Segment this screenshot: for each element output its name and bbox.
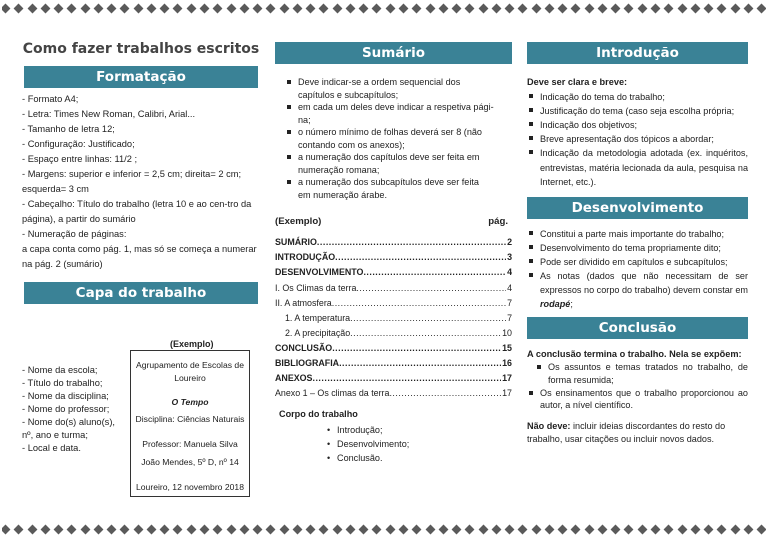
diamond-ornament (651, 3, 661, 13)
diamond-ornament (412, 3, 422, 13)
diamond-ornament (306, 524, 316, 534)
diamond-ornament (239, 524, 249, 534)
diamond-ornament (2, 524, 10, 534)
toc-entry-title: BIBLIOGRAFIA (275, 358, 340, 369)
diamond-ornament (571, 3, 581, 13)
toc-header (275, 215, 512, 229)
list-item: Pode ser dividido em capítulos e subcapítulos; (527, 255, 748, 269)
list-item: - Espaço entre linhas: 11/2 ; (22, 152, 260, 167)
diamond-ornament (332, 524, 342, 534)
diamond-ornament (438, 524, 448, 534)
conclusao-warning (527, 420, 748, 446)
diamond-ornament (2, 3, 10, 13)
conclusao-lead: A conclusão termina o trabalho. Nela se expõem: (527, 349, 742, 360)
diamond-ornament (27, 524, 37, 534)
formatacao-list (22, 92, 260, 273)
diamond-ornament (319, 524, 329, 534)
diamond-ornament (704, 524, 714, 534)
toc-leader-dots (312, 371, 501, 386)
diamond-ornament (173, 3, 183, 13)
top-border (2, 2, 766, 14)
toc-leader-dots (335, 250, 506, 265)
diamond-ornament (544, 524, 554, 534)
diamond-ornament (598, 3, 608, 13)
diamond-ornament (730, 3, 740, 13)
toc-entry-title: 2. A precipitação (285, 327, 351, 338)
diamond-ornament (40, 3, 50, 13)
capa-discipline: Disciplina: Ciências Naturais (135, 413, 245, 424)
toc-entry-page: 16 (502, 358, 512, 369)
list-item: Desenvolvimento do tema propriamente dito; (527, 241, 748, 255)
diamond-ornament (292, 3, 302, 13)
toc-entry-title: 1. A temperatura (285, 312, 351, 323)
corpo-list (327, 423, 512, 465)
toc-entry-page: 17 (502, 388, 512, 399)
diamond-ornament (743, 524, 753, 534)
diamond-ornament (266, 524, 276, 534)
section-heading-introducao: Introdução (527, 42, 748, 64)
toc-entry-title: II. A atmosfera (275, 297, 332, 308)
diamond-ornament (385, 3, 395, 13)
toc-row (275, 296, 512, 311)
diamond-ornament (465, 524, 475, 534)
toc-row (275, 281, 512, 296)
diamond-ornament (611, 524, 621, 534)
diamond-ornament (345, 524, 355, 534)
diamond-ornament (279, 3, 289, 13)
list-item: - Numeração de páginas: (22, 227, 260, 242)
toc-entry-page: 10 (502, 327, 512, 338)
toc-entry-title: CONCLUSÃO (275, 343, 333, 354)
list-item: a numeração dos capítulos deve ser feita em numeração romana; (285, 151, 494, 176)
toc-row (275, 250, 512, 265)
diamond-ornament (491, 3, 501, 13)
diamond-ornament (598, 524, 608, 534)
diamond-ornament (412, 524, 422, 534)
list-item: Indicação da metodologia adotada (ex. inquéritos, entrevistas, matéria lecionada da aula, pesquisa na Internet, etc.). (527, 146, 748, 188)
diamond-ornament (54, 3, 64, 13)
diamond-ornament (133, 3, 143, 13)
list-item: - Nome da escola; (22, 364, 126, 377)
diamond-ornament (624, 524, 634, 534)
diamond-ornament (611, 3, 621, 13)
diamond-ornament (757, 3, 766, 13)
toc-leader-dots (317, 235, 506, 250)
diamond-ornament (186, 524, 196, 534)
diamond-ornament (531, 3, 541, 13)
toc-entry-title: I. Os Climas da terra (275, 282, 357, 293)
toc-leader-dots (332, 341, 501, 356)
list-item: - Nome do(s) aluno(s), nº, ano e turma; (22, 416, 126, 442)
diamond-ornament (571, 524, 581, 534)
diamond-ornament (452, 3, 462, 13)
toc-entry-page: 4 (507, 267, 512, 278)
list-item: - Formato A4; (22, 92, 260, 107)
diamond-ornament (452, 524, 462, 534)
toc-row (275, 371, 512, 386)
diamond-ornament (14, 524, 24, 534)
toc-entry-page: 4 (507, 282, 512, 293)
diamond-ornament (253, 524, 263, 534)
toc-entry-title: DESENVOLVIMENTO (275, 267, 364, 278)
list-item: Constitui a parte mais importante do trabalho; (527, 227, 748, 241)
diamond-ornament (651, 524, 661, 534)
introducao-list (527, 90, 748, 189)
diamond-ornament (584, 524, 594, 534)
diamond-ornament (213, 524, 223, 534)
toc-page-label: pág. (488, 216, 508, 228)
diamond-ornament (690, 524, 700, 534)
section-heading-formatacao: Formatação (24, 66, 258, 88)
diamond-ornament (743, 3, 753, 13)
diamond-ornament (518, 3, 528, 13)
diamond-ornament (253, 3, 263, 13)
section-heading-capa: Capa do trabalho (24, 282, 258, 304)
notes-suffix: ; (570, 299, 573, 310)
list-item: Os ensinamentos que o trabalho proporcionou ao autor, a nível científico. (527, 387, 748, 412)
diamond-ornament (478, 524, 488, 534)
diamond-ornament (558, 524, 568, 534)
capa-student: João Mendes, 5º D, nº 14 (141, 456, 239, 467)
diamond-ornament (67, 3, 77, 13)
list-item: Breve apresentação dos tópicos a abordar; (527, 132, 748, 146)
diamond-ornament (266, 3, 276, 13)
diamond-ornament (704, 3, 714, 13)
capa-list (22, 364, 126, 455)
column-middle (275, 42, 512, 514)
column-right (527, 42, 748, 514)
diamond-ornament (637, 3, 647, 13)
list-item: • Introdução; (327, 423, 512, 437)
conclusao-list (527, 361, 748, 412)
page-title: Como fazer trabalhos escritos (22, 41, 260, 57)
diamond-ornament (531, 524, 541, 534)
warning-text: incluir ideias discordantes do resto do trabalho, usar citações ou incluir novos dados. (527, 421, 726, 445)
diamond-ornament (478, 3, 488, 13)
numbering-note: a capa conta como pág. 1, mas só se começa a numerar na pág. 2 (sumário) (22, 244, 257, 270)
diamond-ornament (93, 524, 103, 534)
capa-example-label: (Exemplo) (170, 339, 214, 349)
diamond-ornament (518, 524, 528, 534)
toc-row (275, 326, 512, 341)
diamond-ornament (80, 524, 90, 534)
diamond-ornament (438, 3, 448, 13)
diamond-ornament (160, 3, 170, 13)
diamond-ornament (93, 3, 103, 13)
list-item: Deve indicar-se a ordem sequencial dos capítulos e subcapítulos; (285, 76, 494, 101)
diamond-ornament (146, 3, 156, 13)
diamond-ornament (372, 524, 382, 534)
diamond-ornament (372, 3, 382, 13)
toc-entry-title: ANEXOS (275, 373, 313, 384)
diamond-ornament (54, 524, 64, 534)
capa-school: Agrupamento de Escolas de Loureiro (136, 360, 244, 384)
toc-leader-dots (389, 386, 501, 401)
list-item: • Desenvolvimento; (327, 437, 512, 451)
diamond-ornament (399, 524, 409, 534)
diamond-ornament (637, 524, 647, 534)
diamond-ornament (292, 524, 302, 534)
diamond-ornament (120, 3, 130, 13)
corpo-title: Corpo do trabalho (279, 408, 358, 419)
section-heading-desenvolvimento: Desenvolvimento (527, 197, 748, 219)
toc-entry-page: 17 (502, 373, 512, 384)
diamond-ornament (279, 524, 289, 534)
toc-leader-dots (350, 326, 501, 341)
toc-entry-page: 7 (507, 312, 512, 323)
diamond-ornament (14, 3, 24, 13)
diamond-ornament (200, 3, 210, 13)
introducao-lead: Deve ser clara e breve: (527, 77, 628, 87)
toc-entry-page: 15 (502, 343, 512, 354)
toc-entry-page: 2 (507, 237, 512, 248)
list-item (527, 269, 748, 311)
list-item: a numeração dos subcapítulos deve ser feita em numeração árabe. (285, 176, 494, 201)
diamond-ornament (677, 3, 687, 13)
diamond-ornament (664, 3, 674, 13)
section-heading-sumario: Sumário (275, 42, 512, 64)
warning-label: Não deve: (527, 421, 571, 432)
desenvolvimento-list (527, 227, 748, 312)
toc-leader-dots (332, 296, 506, 311)
diamond-ornament (359, 524, 369, 534)
list-item: - Cabeçalho: Título do trabalho (letra 10 e ao cen-tro da página), a partir do sumário (22, 197, 260, 227)
toc-row (275, 356, 512, 371)
diamond-ornament (146, 524, 156, 534)
list-item: Justificação do tema (caso seja escolha própria; (527, 104, 748, 118)
diamond-ornament (319, 3, 329, 13)
toc-entry-title: Anexo 1 – Os climas da terra (275, 388, 390, 399)
diamond-ornament (730, 524, 740, 534)
sumario-bullets (285, 76, 494, 201)
list-item: - Local e data. (22, 442, 126, 455)
section-heading-conclusao: Conclusão (527, 317, 748, 339)
diamond-ornament (200, 524, 210, 534)
diamond-ornament (491, 524, 501, 534)
capa-title: O Tempo (171, 396, 209, 407)
diamond-ornament (505, 524, 515, 534)
diamond-ornament (385, 524, 395, 534)
capa-teacher: Professor: Manuela Silva (142, 439, 238, 450)
list-item: - Letra: Times New Roman, Calibri, Arial... (22, 107, 260, 122)
diamond-ornament (717, 524, 727, 534)
list-item: Indicação do tema do trabalho; (527, 90, 748, 104)
list-item: - Nome do professor; (22, 403, 126, 416)
diamond-ornament (213, 3, 223, 13)
diamond-ornament (107, 3, 117, 13)
toc-row (275, 235, 512, 250)
diamond-ornament (67, 524, 77, 534)
diamond-ornament (345, 3, 355, 13)
toc-leader-dots (363, 265, 506, 280)
diamond-ornament (40, 524, 50, 534)
diamond-ornament (107, 524, 117, 534)
toc-entry-page: 7 (507, 297, 512, 308)
diamond-ornament (544, 3, 554, 13)
capa-place-date: Loureiro, 12 novembro 2018 (136, 481, 244, 492)
list-item: - Tamanho de letra 12; (22, 122, 260, 137)
diamond-ornament (359, 3, 369, 13)
diamond-ornament (399, 3, 409, 13)
diamond-ornament (690, 3, 700, 13)
diamond-ornament (80, 3, 90, 13)
diamond-ornament (332, 3, 342, 13)
diamond-ornament (425, 524, 435, 534)
capa-example-box (130, 350, 250, 497)
notes-text: As notas (dados que não necessitam de ser expressos no corpo do trabalho) devem constar em (540, 271, 748, 296)
list-item: - Configuração: Justificado; (22, 137, 260, 152)
toc-row (275, 341, 512, 356)
list-item: - Margens: superior e inferior = 2,5 cm; direita= 2 cm; esquerda= 3 cm (22, 167, 260, 197)
list-item: - Nome da disciplina; (22, 390, 126, 403)
diamond-ornament (505, 3, 515, 13)
diamond-ornament (226, 3, 236, 13)
diamond-ornament (425, 3, 435, 13)
toc-leader-dots (356, 281, 506, 296)
list-item: o número mínimo de folhas deverá ser 8 (não contando com os anexos); (285, 126, 494, 151)
diamond-ornament (160, 524, 170, 534)
list-item: - Título do trabalho; (22, 377, 126, 390)
toc-entry-title: SUMÁRIO (275, 237, 317, 248)
diamond-ornament (664, 524, 674, 534)
diamond-ornament (757, 524, 766, 534)
diamond-ornament (239, 3, 249, 13)
diamond-ornament (584, 3, 594, 13)
list-item: Indicação dos objetivos; (527, 118, 748, 132)
toc-leader-dots (350, 311, 506, 326)
list-item: em cada um deles deve indicar a respetiva pági- na; (285, 101, 494, 126)
toc-row (275, 265, 512, 280)
diamond-ornament (226, 524, 236, 534)
diamond-ornament (717, 3, 727, 13)
bottom-border (2, 523, 766, 535)
toc-entry-title: INTRODUÇÃO (275, 252, 336, 263)
table-of-contents (275, 235, 512, 402)
diamond-ornament (133, 524, 143, 534)
diamond-ornament (306, 3, 316, 13)
toc-leader-dots (339, 356, 501, 371)
diamond-ornament (186, 3, 196, 13)
notes-emphasis: rodapé (540, 299, 571, 310)
diamond-ornament (624, 3, 634, 13)
toc-row (275, 311, 512, 326)
list-item: Os assuntos e temas tratados no trabalho, de forma resumida; (535, 361, 748, 386)
diamond-ornament (120, 524, 130, 534)
toc-entry-page: 3 (507, 252, 512, 263)
toc-row (275, 386, 512, 401)
diamond-ornament (465, 3, 475, 13)
diamond-ornament (173, 524, 183, 534)
diamond-ornament (677, 524, 687, 534)
list-item: • Conclusão. (327, 451, 512, 465)
toc-example-label: (Exemplo) (275, 216, 322, 228)
diamond-ornament (558, 3, 568, 13)
diamond-ornament (27, 3, 37, 13)
